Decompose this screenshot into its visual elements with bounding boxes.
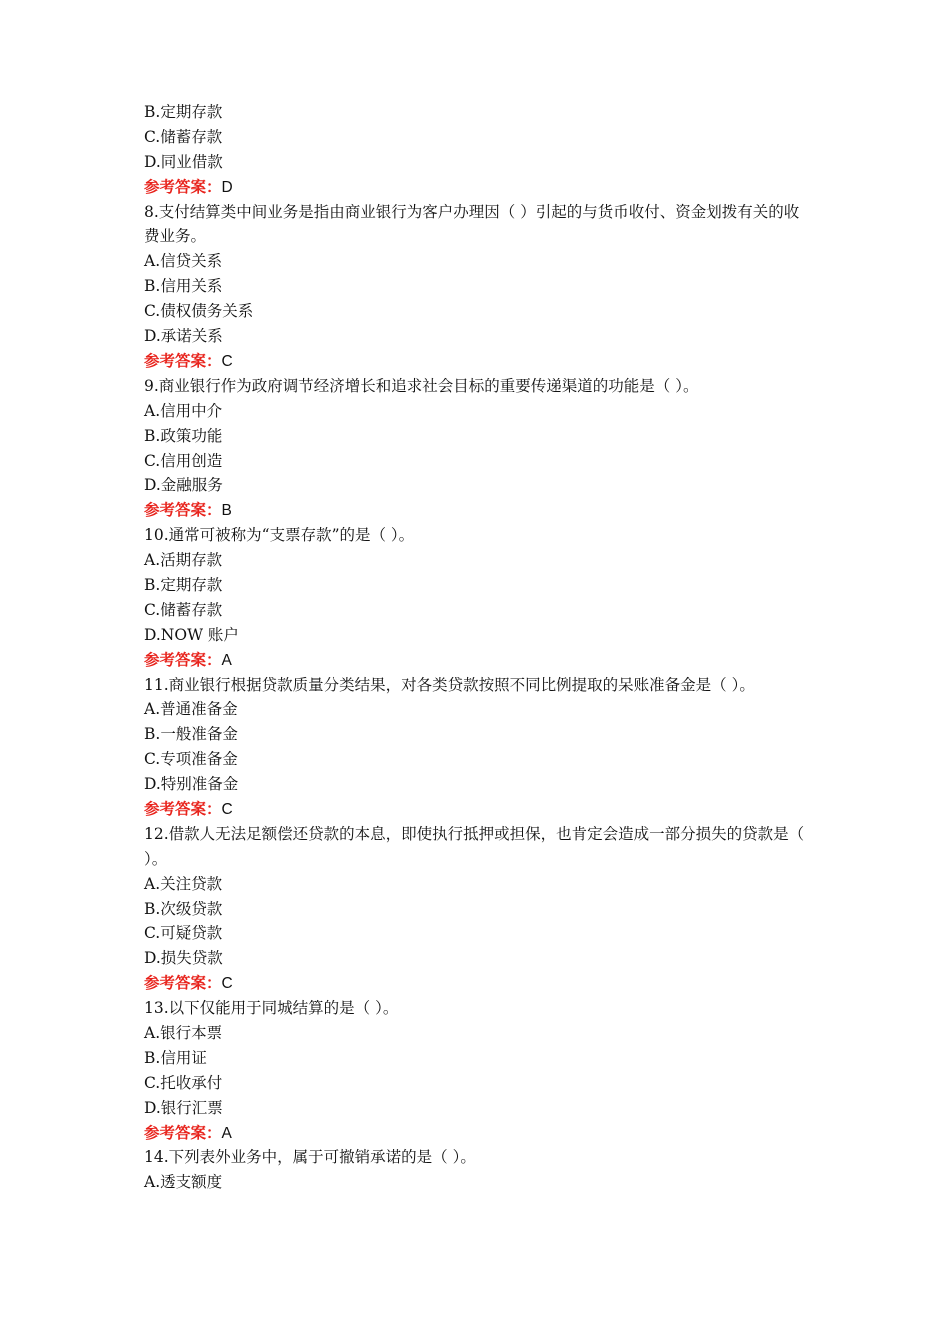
answer-line [144,971,814,996]
question-stem: 12.借款人无法足额偿还贷款的本息，即使执行抵押或担保，也肯定会造成一部分损失的贷款是（ ）。 [144,824,805,868]
question-block [144,200,814,374]
question-stem: 13.以下仅能用于同城结算的是（ ）。 [144,999,399,1018]
option-text: D.损失贷款 [144,949,223,968]
answer-label: 参考答案： [144,1122,222,1142]
answer-line [144,797,814,822]
answer-line [144,349,814,374]
option-text: B.一般准备金 [144,725,238,744]
option-text: A.普通准备金 [144,700,238,719]
question-block [144,996,814,1145]
option-text: D.金融服务 [144,476,223,495]
question-stem: 14.下列表外业务中，属于可撤销承诺的是（ ）。 [144,1148,476,1167]
option-text: B.次级贷款 [144,899,223,918]
answer-line [144,498,814,523]
question-block [144,374,814,523]
question-block [144,673,814,822]
answer-value: B [221,502,232,520]
question-stem: 11.商业银行根据贷款质量分类结果，对各类贷款按照不同比例提取的呆账准备金是（ ）。 [144,675,755,694]
answer-value: C [221,352,233,370]
option-text: A.信贷关系 [144,252,223,271]
option-text: D.特别准备金 [144,775,239,794]
question-stem: 8.支付结算类中间业务是指由商业银行为客户办理因（ ）引起的与货币收付、资金划拨有关的收费业务。 [144,202,800,246]
question-block [144,1145,814,1195]
answer-label: 参考答案： [144,649,222,669]
answer-label: 参考答案： [144,973,222,993]
option-text: C.债权债务关系 [144,302,254,321]
option-text: B.信用证 [144,1048,207,1067]
answer-line [144,1121,814,1146]
option-text: C.信用创造 [144,451,223,470]
answer-label: 参考答案： [144,500,222,520]
option-text: D.银行汇票 [144,1098,223,1117]
question-stem: 9.商业银行作为政府调节经济增长和追求社会目标的重要传递渠道的功能是（ ）。 [144,376,699,395]
option-text: C.托收承付 [144,1073,223,1092]
question-block [144,523,814,672]
option-text: A.活期存款 [144,551,223,570]
option-text: A.银行本票 [144,1024,223,1043]
option-text: B.定期存款 [144,103,223,121]
option-text: B.信用关系 [144,277,223,296]
option-text: C.储蓄存款 [144,600,223,619]
question-block [144,822,814,996]
option-text: A.关注贷款 [144,874,223,893]
answer-label: 参考答案： [144,350,222,370]
option-text: D.NOW 账户 [144,625,239,644]
answer-value: C [221,975,233,993]
answer-line [144,175,814,200]
option-text: D.同业借款 [144,152,223,171]
option-text: C.专项准备金 [144,750,238,769]
answer-label: 参考答案： [144,176,222,196]
question-stem: 10.通常可被称为“支票存款”的是（ ）。 [144,526,415,545]
option-text: A.信用中介 [144,401,223,420]
option-text: C.可疑贷款 [144,924,223,943]
answer-value: D [221,178,233,196]
answer-value: A [221,1124,232,1142]
option-text: C.储蓄存款 [144,127,223,146]
document-page [144,100,814,1195]
answer-line [144,648,814,673]
answer-value: A [221,651,232,669]
answer-label: 参考答案： [144,798,222,818]
option-text: B.政策功能 [144,426,223,445]
answer-value: C [221,800,233,818]
option-text: B.定期存款 [144,575,223,594]
option-text: A.透支额度 [144,1173,223,1192]
lead-question [144,100,814,200]
option-text: D.承诺关系 [144,327,223,346]
